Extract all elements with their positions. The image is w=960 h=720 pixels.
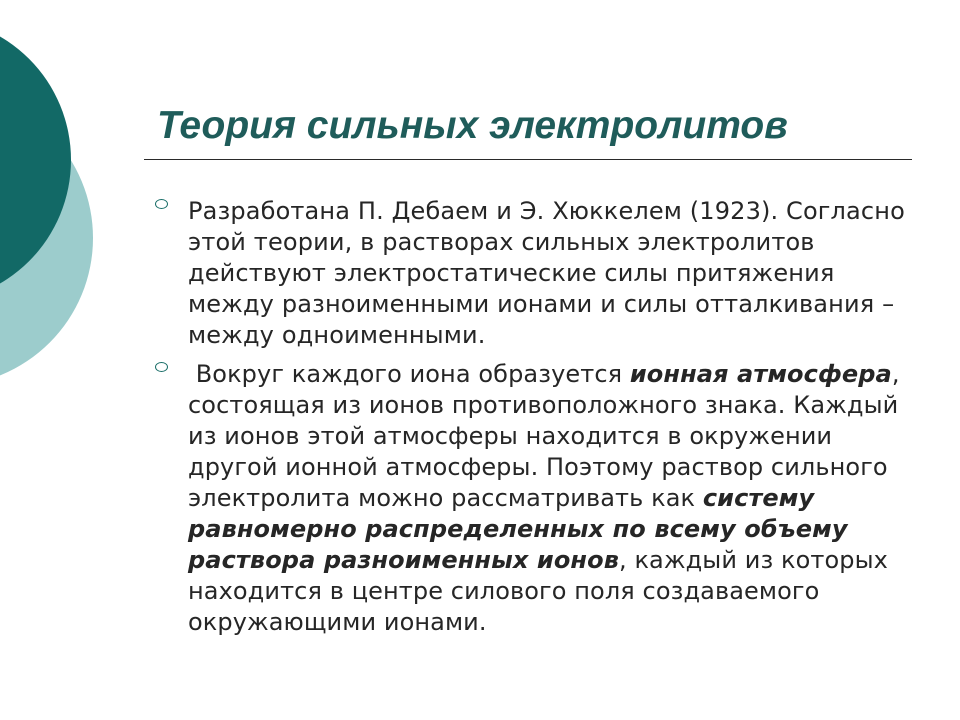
term-ion-system: систему равномерно распределенных по всему объему раствора разноименных ионов [188, 484, 848, 574]
bullet-text: Вокруг каждого иона образуется [188, 360, 630, 388]
title-underline [144, 159, 912, 160]
bullet-item [150, 359, 920, 638]
light-teal-circle [0, 90, 93, 386]
dark-teal-circle [0, 17, 71, 303]
term-ionic-atmosphere: ионная атмосфера [629, 360, 892, 388]
bullet-item [150, 196, 920, 351]
bullet-text: , каждый из которых находится в центре силового поля создаваемого окружающими ионами. [188, 546, 888, 636]
hollow-circle-bullet-icon [155, 362, 168, 372]
bullet-text: Разработана П. Дебаем и Э. Хюккелем (1923). Согласно этой теории, в растворах сильных электролитов действуют электростатические силы притяжения между разноименными ионами и силы отталкивания – между одноименными. [188, 197, 905, 349]
slide-title: Теория сильных электролитов [157, 104, 788, 147]
bullet-list [150, 196, 920, 638]
bullet-text: , состоящая из ионов противоположного знака. Каждый из ионов этой атмосферы находится в окружении другой ионной атмосферы. Поэтому раствор сильного электролита можно рассматривать как [188, 360, 900, 512]
hollow-circle-bullet-icon [155, 199, 168, 209]
